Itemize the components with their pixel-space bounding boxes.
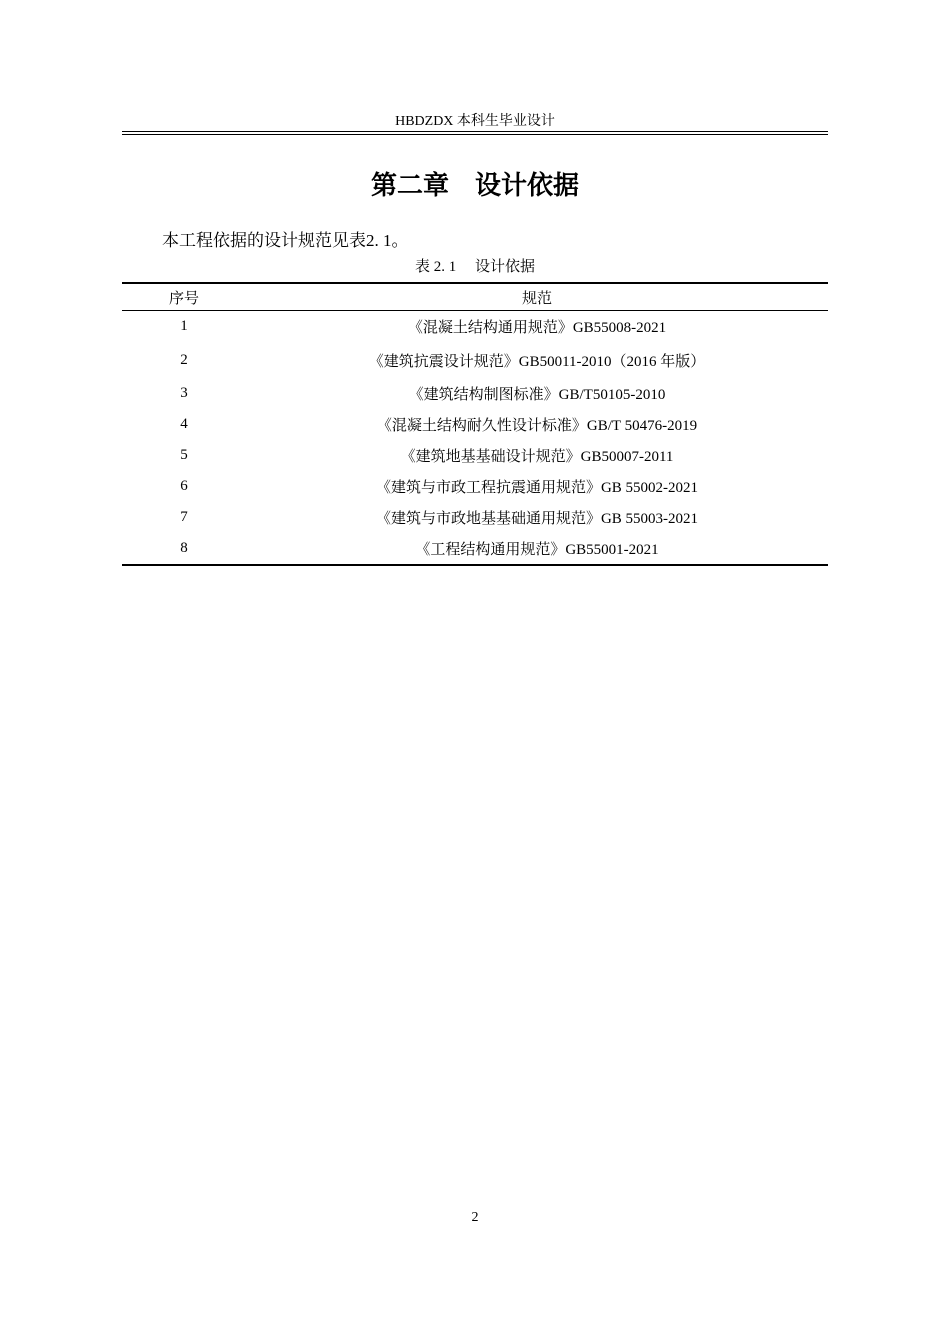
- row-spec: 《工程结构通用规范》GB55001-2021: [415, 542, 659, 558]
- chapter-title: 第二章 设计依据: [370, 171, 579, 201]
- column-header-spec: 规范: [521, 290, 552, 307]
- row-spec: 《建筑抗震设计规范》GB50011-2010（2016 年版）: [368, 353, 706, 370]
- table-header-row: [122, 283, 828, 311]
- column-header-no: 序号: [168, 290, 199, 307]
- row-spec: 《建筑与市政工程抗震通用规范》GB 55002-2021: [375, 480, 699, 496]
- table-row: [122, 409, 828, 440]
- row-spec: 《混凝土结构通用规范》GB55008-2021: [407, 320, 667, 336]
- page-number: 2: [471, 1210, 479, 1225]
- table-row: [122, 440, 828, 471]
- page-header: HBDZDX 本科生毕业设计: [395, 114, 555, 129]
- intro-paragraph: 本工程依据的设计规范见表2. 1。: [162, 231, 409, 250]
- header-rule-thin: [122, 134, 828, 135]
- table-row: [122, 471, 828, 502]
- table-row: [122, 378, 828, 409]
- spec-table: [122, 282, 828, 566]
- row-spec: 《建筑结构制图标准》GB/T50105-2010: [408, 387, 666, 403]
- table-row: [122, 533, 828, 565]
- row-no: 8: [180, 540, 188, 556]
- table-row: [122, 311, 828, 343]
- row-no: 4: [180, 416, 188, 432]
- row-no: 6: [180, 478, 188, 494]
- table-caption: 表 2. 1 设计依据: [414, 259, 535, 275]
- row-no: 5: [180, 447, 188, 463]
- table-row: [122, 502, 828, 533]
- row-no: 3: [180, 385, 188, 401]
- row-no: 7: [180, 509, 188, 525]
- row-no: 2: [180, 351, 188, 368]
- row-spec: 《建筑地基基础设计规范》GB50007-2011: [400, 449, 674, 465]
- row-spec: 《建筑与市政地基基础通用规范》GB 55003-2021: [375, 511, 699, 527]
- row-no: 1: [180, 318, 188, 334]
- header-rule: [122, 131, 828, 132]
- row-spec: 《混凝土结构耐久性设计标准》GB/T 50476-2019: [376, 418, 698, 434]
- table-row: [122, 342, 828, 378]
